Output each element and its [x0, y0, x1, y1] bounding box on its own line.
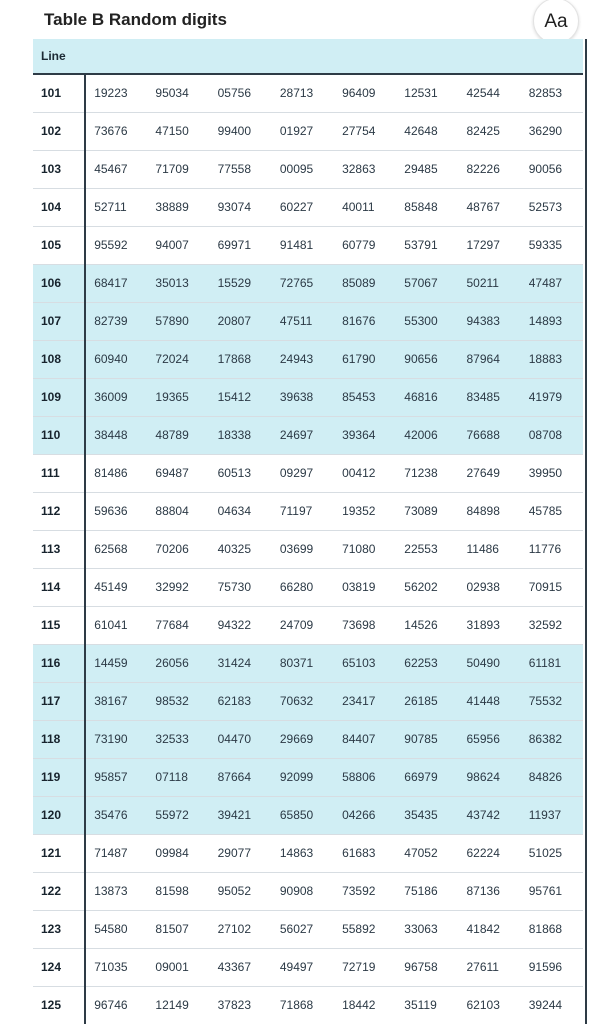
- digit-group-cell: 75532: [528, 694, 563, 708]
- digit-group-cell: 62253: [404, 656, 438, 670]
- digit-group-cell: 62224: [466, 846, 500, 860]
- table-row: [33, 226, 583, 264]
- table-row: [33, 720, 583, 758]
- digit-group-cell: 09297: [279, 466, 314, 480]
- digit-group-cell: 61181: [528, 656, 562, 670]
- line-number-cell: 120: [33, 796, 85, 834]
- digit-group-cell: 09001: [155, 960, 189, 974]
- digit-group-cell: 75186: [404, 884, 438, 898]
- digit-group-cell: 12531: [404, 86, 438, 101]
- digit-group-cell: 56027: [279, 922, 314, 936]
- digit-group-cell: 45785: [528, 504, 563, 518]
- digit-group-cell: 65850: [279, 808, 314, 822]
- digit-group-cell: 03819: [342, 580, 376, 594]
- digit-group-cell: 29669: [279, 732, 314, 746]
- table-row: [33, 530, 583, 568]
- digit-group-cell: 61041: [94, 618, 128, 632]
- digit-group-cell: 43367: [217, 960, 251, 974]
- font-size-button[interactable]: Aa: [533, 0, 579, 44]
- digit-group-cell: 82853: [528, 86, 563, 101]
- digit-group-cell: 81507: [155, 922, 189, 936]
- digit-group-cell: 60940: [94, 352, 128, 366]
- digit-group-cell: 19365: [155, 390, 189, 404]
- digit-group-cell: 87136: [466, 884, 500, 898]
- digit-group-cell: 26185: [404, 694, 438, 708]
- digit-group-cell: 94007: [155, 238, 189, 252]
- table-row: [33, 910, 583, 948]
- digit-group-cell: 29485: [404, 162, 438, 176]
- digit-group-cell: 82226: [466, 162, 500, 176]
- digit-group-cell: 55892: [342, 922, 376, 936]
- digit-group-cell: 98532: [155, 694, 189, 708]
- digit-group-cell: 52711: [94, 200, 127, 214]
- digit-group-cell: 53791: [404, 238, 438, 252]
- digit-group-cell: 86382: [528, 732, 563, 746]
- digit-group-cell: 31424: [217, 656, 251, 670]
- digit-group-cell: 36009: [94, 390, 128, 404]
- digit-group-cell: 17297: [466, 238, 500, 252]
- table-row: [33, 340, 583, 378]
- digit-group-cell: 40011: [342, 200, 375, 214]
- digit-group-cell: 95034: [155, 86, 189, 101]
- digit-group-cell: 76688: [466, 428, 500, 442]
- digit-group-cell: 61790: [342, 352, 376, 366]
- digit-group-cell: 15412: [217, 390, 251, 404]
- digit-group-cell: 96746: [94, 998, 128, 1012]
- digit-group-cell: 35119: [404, 998, 437, 1012]
- digit-group-cell: 24943: [279, 352, 314, 366]
- table-row: [33, 834, 583, 872]
- digit-group-cell: 90785: [404, 732, 438, 746]
- digit-group-cell: 24697: [279, 428, 314, 442]
- digit-group-cell: 62568: [94, 542, 128, 556]
- digit-group-cell: 01927: [279, 124, 314, 138]
- digit-group-cell: 14863: [279, 846, 314, 860]
- line-number-cell: 103: [33, 150, 85, 188]
- digit-group-cell: 08708: [528, 428, 563, 442]
- digit-group-cell: 32533: [155, 732, 189, 746]
- table-row: [33, 302, 583, 340]
- digit-group-cell: 71868: [279, 998, 314, 1012]
- digit-group-cell: 47150: [155, 124, 189, 138]
- table-row: [33, 454, 583, 492]
- digit-group-cell: 70915: [528, 580, 563, 594]
- digit-group-cell: 15529: [217, 276, 251, 290]
- digit-group-cell: 59636: [94, 504, 128, 518]
- digit-group-cell: 73592: [342, 884, 376, 898]
- digit-group-cell: 29077: [217, 846, 251, 860]
- digit-group-cell: 37823: [217, 998, 251, 1012]
- digit-group-cell: 19223: [94, 86, 128, 101]
- digit-group-cell: 92099: [279, 770, 314, 784]
- table-row: [33, 872, 583, 910]
- digit-group-cell: 82425: [466, 124, 500, 138]
- table-row: [33, 74, 583, 112]
- digit-group-cell: 47487: [528, 276, 563, 290]
- digit-group-cell: 39421: [217, 808, 251, 822]
- table-row: [33, 568, 583, 606]
- digit-group-cell: 41448: [466, 694, 500, 708]
- digit-group-cell: 91596: [528, 960, 563, 974]
- column-header-line: Line: [33, 39, 85, 74]
- digit-group-cell: 81868: [528, 922, 563, 936]
- line-number-cell: 117: [33, 682, 85, 720]
- digit-group-cell: 71035: [94, 960, 128, 974]
- digit-group-cell: 55300: [404, 314, 438, 328]
- digit-group-cell: 07118: [155, 770, 188, 784]
- line-number-cell: 115: [33, 606, 85, 644]
- digit-group-cell: 80371: [279, 656, 314, 670]
- digit-group-cell: 95761: [528, 884, 563, 898]
- digit-group-cell: 50490: [466, 656, 500, 670]
- line-number-cell: 122: [33, 872, 85, 910]
- digit-group-cell: 18442: [342, 998, 376, 1012]
- digit-group-cell: 38448: [94, 428, 128, 442]
- table-row: [33, 796, 583, 834]
- digit-group-cell: 69487: [155, 466, 189, 480]
- digit-group-cell: 94383: [466, 314, 500, 328]
- table-row: [33, 112, 583, 150]
- table-row: [33, 644, 583, 682]
- digit-group-cell: 35013: [155, 276, 189, 290]
- digit-group-cell: 57890: [155, 314, 189, 328]
- line-number-cell: 118: [33, 720, 85, 758]
- digit-group-cell: 39950: [528, 466, 563, 480]
- digit-group-cell: 73190: [94, 732, 128, 746]
- table-row: [33, 682, 583, 720]
- digit-group-cell: 87664: [217, 770, 251, 784]
- digit-group-cell: 11776: [528, 542, 562, 556]
- table-row: [33, 188, 583, 226]
- digit-group-cell: 61683: [342, 846, 376, 860]
- digit-group-cell: 43742: [466, 808, 500, 822]
- digit-group-cell: 71487: [94, 846, 128, 860]
- digit-group-cell: 12149: [155, 998, 189, 1012]
- table-row: [33, 150, 583, 188]
- digit-group-cell: 99400: [217, 124, 251, 138]
- digit-group-cell: 77684: [155, 618, 189, 632]
- digit-group-cell: 96409: [342, 86, 376, 101]
- digit-group-cell: 27102: [217, 922, 251, 936]
- table-row: [33, 416, 583, 454]
- digit-group-cell: 85453: [342, 390, 376, 404]
- line-number-cell: 102: [33, 112, 85, 150]
- digit-group-cell: 91481: [279, 238, 314, 252]
- digit-group-cell: 32863: [342, 162, 376, 176]
- digit-group-cell: 48767: [466, 200, 500, 214]
- digit-group-cell: 02938: [466, 580, 500, 594]
- digit-group-cell: 66280: [279, 580, 314, 594]
- digit-group-cell: 72765: [279, 276, 314, 290]
- digit-group-cell: 84826: [528, 770, 563, 784]
- line-number-cell: 113: [33, 530, 85, 568]
- digit-group-cell: 39638: [279, 390, 314, 404]
- digit-group-cell: 26056: [155, 656, 189, 670]
- digit-group-cell: 19352: [342, 504, 376, 518]
- digit-group-cell: 04266: [342, 808, 376, 822]
- digit-group-cell: 09984: [155, 846, 189, 860]
- digit-group-cell: 39364: [342, 428, 376, 442]
- digit-group-cell: 35476: [94, 808, 128, 822]
- digit-group-cell: 84407: [342, 732, 376, 746]
- line-number-cell: 104: [33, 188, 85, 226]
- digit-group-cell: 41842: [466, 922, 500, 936]
- digit-group-cell: 87964: [466, 352, 500, 366]
- digit-group-cell: 85089: [342, 276, 376, 290]
- digit-group-cell: 81486: [94, 466, 128, 480]
- line-number-cell: 110: [33, 416, 85, 454]
- digit-group-cell: 90656: [404, 352, 438, 366]
- digit-group-cell: 65956: [466, 732, 500, 746]
- digit-group-cell: 81598: [155, 884, 189, 898]
- digit-group-cell: 00412: [342, 466, 376, 480]
- line-number-cell: 101: [33, 74, 85, 112]
- line-number-cell: 109: [33, 378, 85, 416]
- digit-group-cell: 49497: [279, 960, 314, 974]
- digit-group-cell: 55972: [155, 808, 189, 822]
- line-number-cell: 124: [33, 948, 85, 986]
- digit-group-cell: 54580: [94, 922, 128, 936]
- digit-group-cell: 66979: [404, 770, 438, 784]
- digit-group-cell: 11486: [466, 542, 499, 556]
- digit-group-cell: 46816: [404, 390, 438, 404]
- digit-group-cell: 31893: [466, 618, 500, 632]
- line-number-cell: 116: [33, 644, 85, 682]
- digit-group-cell: 95052: [217, 884, 251, 898]
- digit-group-cell: 71238: [404, 466, 438, 480]
- digit-group-cell: 17868: [217, 352, 251, 366]
- digit-group-cell: 33063: [404, 922, 438, 936]
- digit-group-cell: 27754: [342, 124, 376, 138]
- digit-group-cell: 69971: [217, 238, 251, 252]
- digit-group-cell: 32992: [155, 580, 189, 594]
- digit-group-cell: 38167: [94, 694, 128, 708]
- digit-group-cell: 57067: [404, 276, 438, 290]
- digit-group-cell: 14526: [404, 618, 438, 632]
- digit-group-cell: 70632: [279, 694, 314, 708]
- digit-group-cell: 62103: [466, 998, 500, 1012]
- digit-group-cell: 82739: [94, 314, 128, 328]
- table-row: [33, 378, 583, 416]
- digit-group-cell: 73698: [342, 618, 376, 632]
- digit-group-cell: 00095: [279, 162, 314, 176]
- line-number-cell: 111: [33, 454, 85, 492]
- digit-group-cell: 71197: [279, 504, 313, 518]
- digit-group-cell: 94322: [217, 618, 251, 632]
- line-number-cell: 125: [33, 986, 85, 1024]
- table-row: [33, 606, 583, 644]
- digit-group-cell: 73089: [404, 504, 438, 518]
- digit-group-cell: 56202: [404, 580, 438, 594]
- digit-group-cell: 71080: [342, 542, 376, 556]
- digit-group-cell: 20807: [217, 314, 251, 328]
- digit-group-cell: 45467: [94, 162, 128, 176]
- table-body: [33, 74, 583, 1024]
- digit-group-cell: 04634: [217, 504, 251, 518]
- digit-group-cell: 90056: [528, 162, 563, 176]
- digit-group-cell: 27611: [466, 960, 499, 974]
- digit-group-cell: 81676: [342, 314, 376, 328]
- digit-group-cell: 40325: [217, 542, 251, 556]
- digit-group-cell: 85848: [404, 200, 438, 214]
- digit-group-cell: 48789: [155, 428, 189, 442]
- digit-group-cell: 47052: [404, 846, 438, 860]
- table-row: [33, 758, 583, 796]
- digit-group-cell: 28713: [279, 86, 314, 101]
- digit-group-cell: 22553: [404, 542, 438, 556]
- digit-group-cell: 38889: [155, 200, 189, 214]
- table-row: [33, 264, 583, 302]
- line-number-cell: 123: [33, 910, 85, 948]
- digit-group-cell: 68417: [94, 276, 128, 290]
- digit-group-cell: 75730: [217, 580, 251, 594]
- digit-group-cell: 83485: [466, 390, 500, 404]
- line-number-cell: 114: [33, 568, 85, 606]
- digit-group-cell: 77558: [217, 162, 251, 176]
- table-row: [33, 948, 583, 986]
- line-number-cell: 121: [33, 834, 85, 872]
- line-number-cell: 106: [33, 264, 85, 302]
- digit-group-cell: 27649: [466, 466, 500, 480]
- digit-group-cell: 96758: [404, 960, 438, 974]
- random-digits-table-container: [33, 39, 587, 1024]
- digit-group-cell: 60779: [342, 238, 376, 252]
- digit-group-cell: 42544: [466, 86, 500, 101]
- table-row: [33, 492, 583, 530]
- digit-group-cell: 45149: [94, 580, 128, 594]
- digit-group-cell: 98624: [466, 770, 500, 784]
- digit-group-cell: 88804: [155, 504, 189, 518]
- digit-group-cell: 72719: [342, 960, 376, 974]
- digit-group-cell: 11937: [528, 808, 562, 822]
- digit-group-cell: 58806: [342, 770, 376, 784]
- digit-group-cell: 60513: [217, 466, 251, 480]
- digit-group-cell: 32592: [528, 618, 563, 632]
- digit-group-cell: 18338: [217, 428, 251, 442]
- digit-group-cell: 35435: [404, 808, 438, 822]
- digit-group-cell: 65103: [342, 656, 376, 670]
- digit-group-cell: 73676: [94, 124, 128, 138]
- digit-group-cell: 71709: [155, 162, 189, 176]
- digit-group-cell: 14893: [528, 314, 563, 328]
- page-title: Table B Random digits: [44, 10, 227, 29]
- digit-group-cell: 05756: [217, 86, 251, 101]
- digit-group-cell: 42006: [404, 428, 438, 442]
- digit-group-cell: 47511: [279, 314, 313, 328]
- line-number-cell: 105: [33, 226, 85, 264]
- digit-group-cell: 18883: [528, 352, 563, 366]
- line-number-cell: 108: [33, 340, 85, 378]
- digit-group-cell: 03699: [279, 542, 314, 556]
- digit-group-cell: 62183: [217, 694, 251, 708]
- line-number-cell: 119: [33, 758, 85, 796]
- digit-group-cell: 95592: [94, 238, 128, 252]
- line-number-cell: 112: [33, 492, 85, 530]
- digit-group-cell: 93074: [217, 200, 251, 214]
- digit-group-cell: 50211: [466, 276, 499, 290]
- digit-group-cell: 14459: [94, 656, 128, 670]
- table-row: [33, 986, 583, 1024]
- digit-group-cell: 13873: [94, 884, 128, 898]
- digit-group-cell: 24709: [279, 618, 314, 632]
- digit-group-cell: 70206: [155, 542, 189, 556]
- table-header-row: [33, 39, 583, 74]
- digit-group-cell: 39244: [528, 998, 563, 1012]
- digit-group-cell: 04470: [217, 732, 251, 746]
- digit-group-cell: 84898: [466, 504, 500, 518]
- digit-group-cell: 23417: [342, 694, 376, 708]
- line-number-cell: 107: [33, 302, 85, 340]
- digit-group-cell: 41979: [528, 390, 563, 404]
- digit-group-cell: 42648: [404, 124, 438, 138]
- digit-group-cell: 52573: [528, 200, 563, 214]
- digit-group-cell: 90908: [279, 884, 314, 898]
- digit-group-cell: 51025: [528, 846, 563, 860]
- digit-group-cell: 95857: [94, 770, 128, 784]
- digit-group-cell: 72024: [155, 352, 189, 366]
- random-digits-table: [33, 39, 583, 1024]
- digit-group-cell: 59335: [528, 238, 563, 252]
- digit-group-cell: 60227: [279, 200, 314, 214]
- digit-group-cell: 36290: [528, 124, 563, 138]
